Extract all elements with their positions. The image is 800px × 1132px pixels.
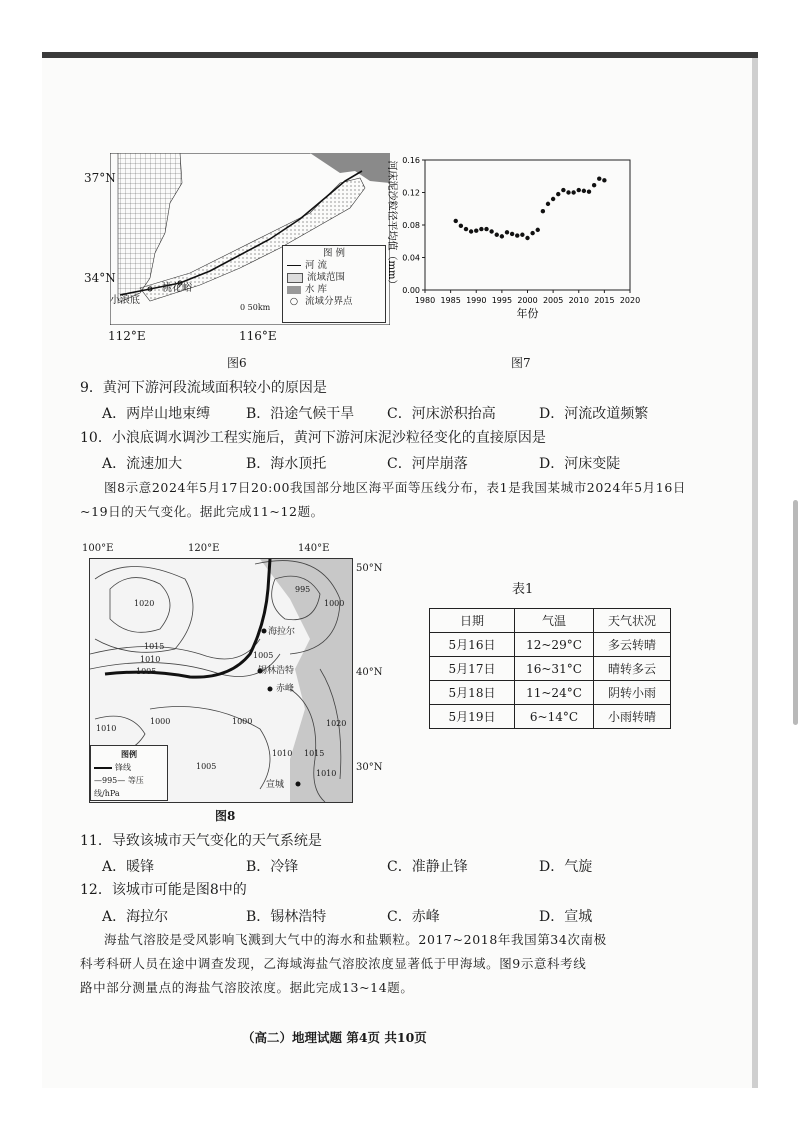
data-point — [479, 227, 483, 231]
fig8-city-xilinhaote: 锡林浩特 — [258, 666, 295, 676]
data-point — [500, 234, 504, 238]
fig6-legend-basin: 流域范围 — [287, 272, 381, 284]
data-point — [495, 233, 499, 237]
table-row — [430, 657, 671, 681]
q10-option-b[interactable]: B．海水顶托 — [246, 456, 327, 472]
q12-stem: 12．该城市可能是图8中的 — [80, 882, 247, 898]
fig8-lon-120: 120°E — [188, 543, 220, 554]
fig8-isobar-1000-east: 1000 — [324, 599, 345, 608]
fig8-isobar-1005-south: 1005 — [196, 762, 217, 771]
fig8-city-chifeng: 赤峰 — [276, 684, 295, 694]
fig8-lon-100: 100°E — [82, 543, 114, 554]
table-cell: 5月18日 — [430, 681, 515, 705]
q11-option-b[interactable]: B．冷锋 — [246, 859, 299, 875]
data-point — [592, 183, 596, 187]
intro-13-14-line2: 科考科研人员在途中调查发现，乙海域海盐气溶胶浓度显著低于甲海域。图9示意科考线 — [80, 956, 587, 971]
data-point — [454, 219, 458, 223]
table-cell: 11~24°C — [515, 681, 594, 705]
y-tick-label: 0.00 — [402, 286, 420, 295]
data-point — [597, 176, 601, 180]
fig6-lon-112: 112°E — [108, 329, 146, 343]
fig6-legend-divide-point: ○ 流域分界点 — [289, 296, 353, 307]
y-tick-label: 0.12 — [402, 188, 420, 198]
y-tick-label: 0.08 — [402, 221, 420, 230]
q9-option-b[interactable]: B．沿途气候干旱 — [246, 406, 355, 422]
table-row — [430, 633, 671, 657]
data-point — [556, 192, 560, 196]
fig8-isobar-1010-sea: 1010 — [272, 749, 293, 758]
table-cell: 12~29°C — [515, 633, 594, 657]
fig8-caption: 图8 — [215, 809, 236, 823]
fig8-isobar-1015-sea: 1015 — [304, 749, 325, 758]
x-tick-label: 2005 — [542, 296, 564, 305]
table-cell: 阴转小雨 — [594, 681, 671, 705]
data-point — [525, 236, 529, 240]
data-point — [602, 178, 606, 182]
fig8-isobar-995: 995 — [295, 585, 311, 594]
fig6-caption: 图6 — [227, 356, 247, 370]
page-edge-shadow — [752, 58, 758, 1088]
fig8-lon-140: 140°E — [298, 543, 330, 554]
y-axis-label: 河床泥沙粒径平均值（mm） — [386, 160, 397, 290]
data-point — [582, 189, 586, 193]
fig8-isobar-1005: 1005 — [136, 667, 157, 676]
data-point — [566, 190, 570, 194]
fig6-place-xiaolangdi: 小浪底 — [110, 295, 140, 306]
data-point — [464, 227, 468, 231]
fig7-chart — [370, 150, 640, 340]
fig8-isobar-1020: 1020 — [134, 599, 155, 608]
q12-option-a[interactable]: A．海拉尔 — [102, 909, 169, 925]
q9-option-d[interactable]: D．河流改道频繁 — [539, 406, 649, 422]
table-cell: 小雨转晴 — [594, 705, 671, 729]
table-cell: 多云转晴 — [594, 633, 671, 657]
fig8-isobar-1010-southeast: 1010 — [316, 769, 337, 778]
data-point — [551, 197, 555, 201]
q12-option-b[interactable]: B．锡林浩特 — [246, 909, 327, 925]
table1-header-date: 日期 — [430, 609, 515, 633]
fig8-lat-50: 50°N — [356, 563, 383, 574]
fig6-legend-title: 图 例 — [322, 248, 346, 259]
table1 — [429, 608, 671, 729]
table1-header-row — [430, 609, 671, 633]
x-tick-label: 2015 — [594, 296, 615, 305]
intro-13-14-line1: 海盐气溶胶是受风影响飞溅到大气中的海水和盐颗粒。2017~2018年我国第34次南极 — [104, 932, 607, 947]
data-point — [561, 188, 565, 192]
fig6-place-taohuayu: 桃花峪 — [162, 283, 192, 294]
fig8-isobar-1020-sea: 1020 — [326, 719, 347, 728]
exam-page — [42, 52, 758, 1088]
intro-13-14 — [80, 928, 720, 1000]
data-point — [474, 228, 478, 232]
fig8-city-hailaer: 海拉尔 — [268, 627, 296, 637]
table-row — [430, 681, 671, 705]
data-point — [587, 189, 591, 193]
data-point — [541, 209, 545, 213]
table1-header-weather: 天气状况 — [594, 609, 671, 633]
fig6-map — [84, 153, 390, 325]
q12-option-c[interactable]: C．赤峰 — [387, 909, 440, 925]
data-point — [571, 190, 575, 194]
data-point — [515, 233, 519, 237]
fig6-legend-reservoir: 水 库 — [287, 284, 381, 296]
x-tick-label: 1980 — [414, 296, 436, 305]
data-point — [510, 232, 514, 236]
table-cell: 5月19日 — [430, 705, 515, 729]
page-footer: （高二）地理试题 第4页 共10页 — [242, 1030, 427, 1045]
fig8-isobar-1015: 1015 — [144, 642, 165, 651]
data-point — [546, 202, 550, 206]
fig8-legend — [90, 745, 168, 801]
fig8-legend-title: 图例 — [121, 749, 137, 759]
q10-option-d[interactable]: D．河床变陡 — [539, 456, 621, 472]
fig6-lat-34: 34°N — [84, 271, 116, 285]
data-point — [530, 231, 534, 235]
fig8-legend-isobar: —995— 等压线/hPa — [94, 776, 144, 798]
q10-option-c[interactable]: C．河岸崩落 — [387, 456, 468, 472]
table-cell: 5月17日 — [430, 657, 515, 681]
fig8-isobar-1005-mid: 1005 — [253, 651, 274, 660]
fig6-lon-116: 116°E — [239, 329, 277, 343]
x-tick-label: 2000 — [517, 296, 538, 305]
table1-title: 表1 — [512, 582, 534, 597]
x-axis-label: 年份 — [516, 307, 539, 320]
fig6-lat-37: 37°N — [84, 171, 116, 185]
fig8-legend-front: 锋线 — [94, 761, 164, 774]
x-tick-label: 1995 — [491, 296, 513, 305]
fig8-isobar-1010-west: 1010 — [96, 724, 117, 733]
x-tick-label: 2020 — [619, 296, 640, 305]
fig8-map — [82, 543, 383, 803]
fig8-isobar-1000-south: 1000 — [232, 717, 253, 726]
data-point — [577, 188, 581, 192]
q11-option-a[interactable]: A．暖锋 — [102, 859, 155, 875]
table-cell: 16~31°C — [515, 657, 594, 681]
table1-header-temp: 气温 — [515, 609, 594, 633]
data-point — [489, 229, 493, 233]
q12-option-d[interactable]: D．宣城 — [539, 909, 593, 925]
table-cell: 晴转多云 — [594, 657, 671, 681]
fig7-caption: 图7 — [511, 356, 531, 370]
y-tick-label: 0.16 — [402, 156, 420, 165]
data-point — [536, 228, 540, 232]
q9-option-a[interactable]: A．两岸山地束缚 — [102, 406, 211, 422]
y-tick-label: 0.04 — [402, 253, 420, 263]
q11-option-c[interactable]: C．准静止锋 — [387, 859, 468, 875]
q11-stem: 11．导致该城市天气变化的天气系统是 — [80, 833, 322, 849]
table-cell: 5月16日 — [430, 633, 515, 657]
data-point — [484, 227, 488, 231]
fig6-scale: 0 50km — [240, 303, 271, 312]
fig8-lat-30: 30°N — [356, 762, 383, 773]
x-tick-label: 1985 — [440, 296, 461, 305]
fig8-lat-40: 40°N — [356, 667, 383, 678]
x-tick-label: 1990 — [466, 296, 487, 305]
q10-stem: 10．小浪底调水调沙工程实施后，黄河下游河床泥沙粒径变化的直接原因是 — [80, 430, 546, 446]
scrollbar[interactable] — [793, 500, 798, 725]
fig8-city-xuancheng: 宣城 — [266, 780, 285, 790]
q10-option-a[interactable]: A．流速加大 — [102, 456, 183, 472]
data-point — [520, 233, 524, 237]
q9-stem: 9．黄河下游河段流域面积较小的原因是 — [80, 380, 327, 396]
fig7-chart-svg — [370, 150, 640, 340]
intro-13-14-line3: 路中部分测量点的海盐气溶胶浓度。据此完成13~14题。 — [80, 980, 414, 995]
x-tick-label: 2010 — [568, 296, 589, 305]
table-cell: 6~14°C — [515, 705, 594, 729]
data-point — [459, 224, 463, 228]
data-point — [469, 229, 473, 233]
fig8-isobar-1000: 1000 — [150, 717, 171, 726]
q9-option-c[interactable]: C．河床淤积抬高 — [387, 406, 496, 422]
intro-11-12: 图8示意2024年5月17日20:00我国部分地区海平面等压线分布，表1是我国某城市2024年5月16日~19日的天气变化。据此完成11~12题。 — [80, 480, 686, 519]
q11-option-d[interactable]: D．气旋 — [539, 859, 593, 875]
table-row — [430, 705, 671, 729]
fig6-legend-river: 河 流 — [287, 260, 381, 272]
fig8-isobar-1010: 1010 — [140, 655, 161, 664]
data-point — [505, 230, 509, 234]
